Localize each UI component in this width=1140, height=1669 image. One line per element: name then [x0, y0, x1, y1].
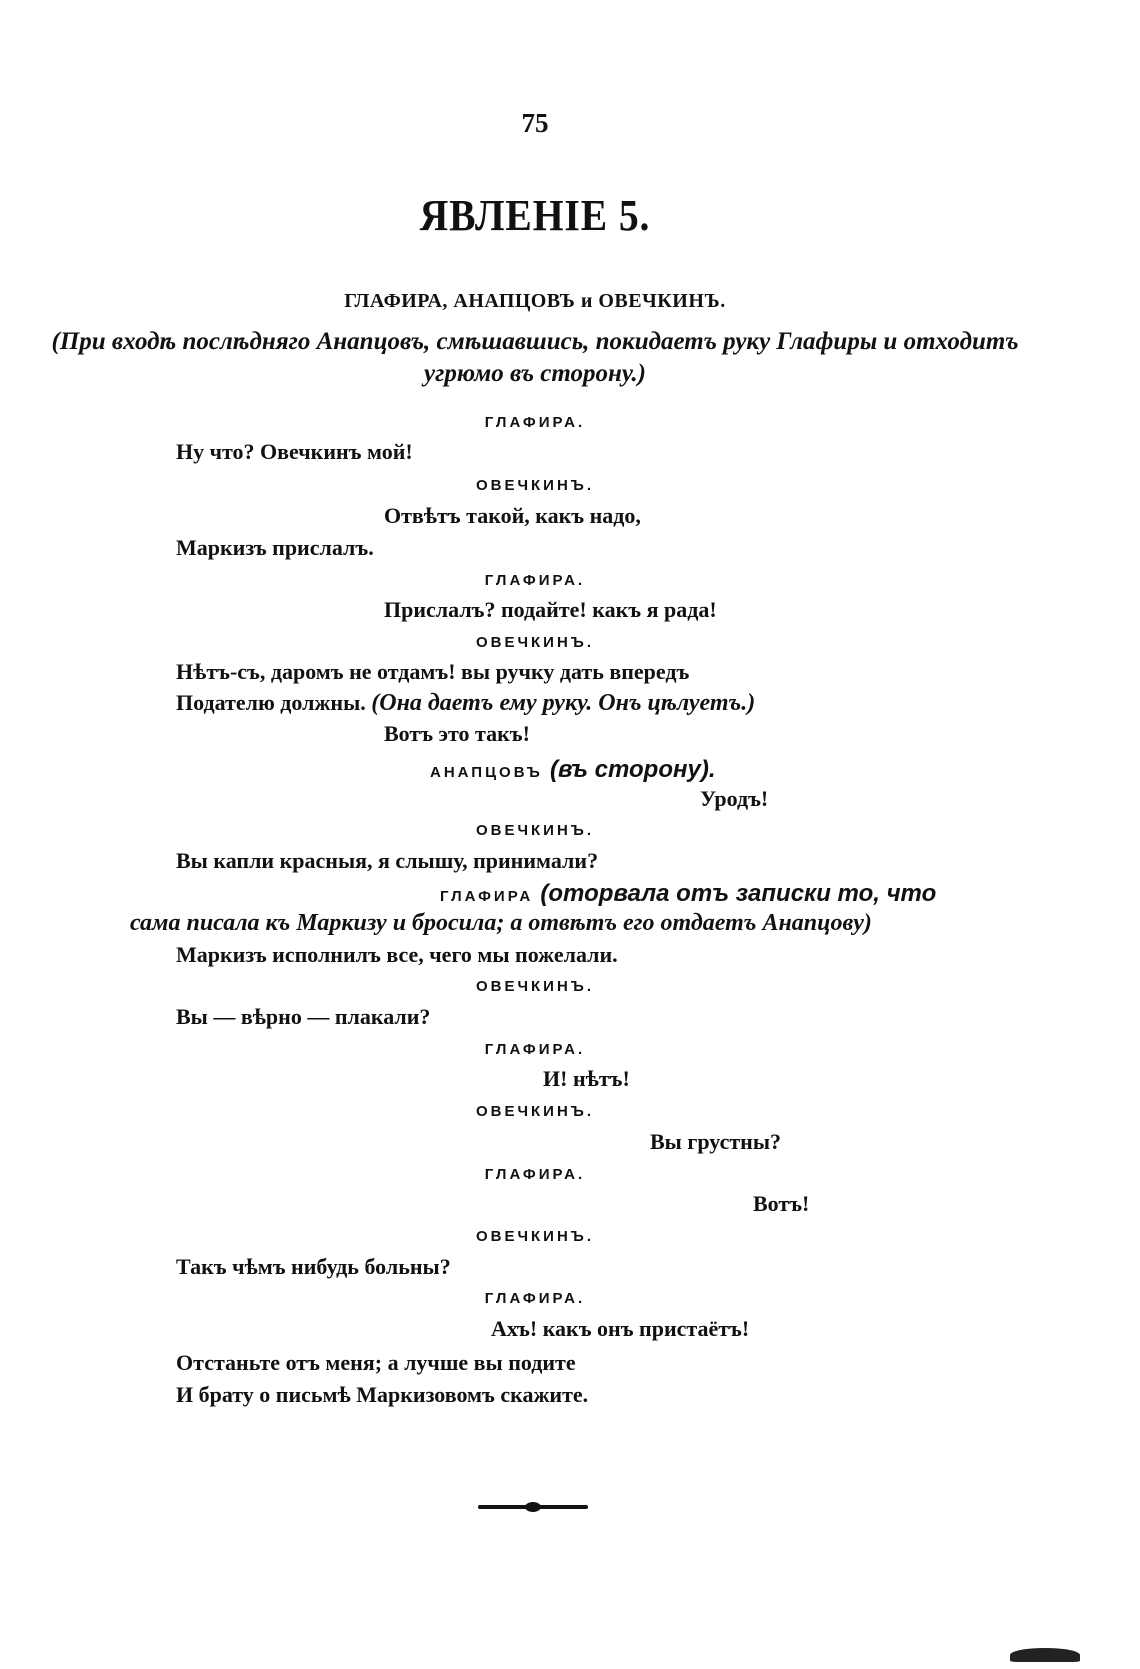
speaker-name: ОВЕЧКИНЪ. [475, 822, 595, 839]
speaker-name: АНАПЦОВЪ [430, 764, 543, 781]
dialogue-line: Вотъ это такъ! [384, 721, 530, 746]
stage-note: (Она даетъ ему руку. Онъ цѣлуетъ.) [371, 690, 756, 716]
dialogue-line: Такъ чѣмъ нибудь больны? [176, 1254, 451, 1279]
dialogue-line: И брату о письмѣ Маркизовомъ скажите. [176, 1382, 589, 1407]
page-number: 75 [521, 108, 549, 138]
dialogue-text: Подателю должны. [176, 690, 366, 715]
speaker-name: ГЛАФИРА. [484, 1290, 586, 1307]
stage-direction: (При входѣ послѣдняго Анапцовъ, смѣшавшись, покидаетъ руку Глафиры и отходитъ угрюмо въ сторону.) [51, 328, 1019, 387]
speaker-name: ГЛАФИРА. [484, 1041, 586, 1058]
speaker-with-note [440, 880, 936, 908]
stage-note: сама писала къ Маркизу и бросила; а отвѣтъ его отдаетъ Анапцову) [130, 910, 872, 936]
dialogue-line: Отстаньте отъ меня; а лучше вы подите [176, 1350, 576, 1375]
speaker-name: ОВЕЧКИНЪ. [475, 634, 595, 651]
speaker-name: ОВЕЧКИНЪ. [475, 1228, 595, 1245]
dialogue-line: И! нѣтъ! [543, 1066, 630, 1091]
dialogue-line: Маркизъ исполнилъ все, чего мы пожелали. [176, 942, 618, 967]
dialogue-line: Отвѣтъ такой, какъ надо, [384, 503, 641, 528]
speaker-name: ОВЕЧКИНЪ. [475, 477, 595, 494]
dialogue-line: Вотъ! [753, 1191, 810, 1216]
dialogue-line: Ахъ! какъ онъ пристаётъ! [491, 1316, 750, 1341]
dialogue-line: Вы грустны? [650, 1129, 782, 1154]
speaker-name: ГЛАФИРА. [484, 572, 586, 589]
ink-smudge [1010, 1648, 1080, 1662]
dialogue-line: Вы — вѣрно — плакали? [176, 1004, 431, 1029]
end-divider-ornament [525, 1502, 541, 1512]
speaker-name: ГЛАФИРА [440, 888, 534, 905]
dialogue-line: Прислалъ? подайте! какъ я рада! [384, 597, 717, 622]
dialogue-line: Уродъ! [700, 786, 769, 811]
stage-note: (въ сторону). [550, 756, 716, 783]
dialogue-line: Вы капли красныя, я слышу, принимали? [176, 848, 599, 873]
speaker-name: ГЛАФИРА. [484, 1166, 586, 1183]
speaker-name: ГЛАФИРА. [484, 414, 586, 431]
dialogue-line: Маркизъ прислалъ. [176, 535, 374, 560]
speaker-name: ОВЕЧКИНЪ. [475, 978, 595, 995]
speaker-with-note [430, 756, 715, 784]
cast-list: ГЛАФИРА, АНАПЦОВЪ и ОВЕЧКИНЪ. [344, 290, 726, 312]
dialogue-line: Нѣтъ-съ, даромъ не отдамъ! вы ручку дать впередъ [176, 659, 690, 684]
dialogue-line: Ну что? Овечкинъ мой! [176, 439, 413, 464]
stage-note: (оторвала отъ записки то, что [540, 880, 937, 907]
scene-title: ЯВЛЕНІЕ 5. [419, 191, 651, 240]
speaker-name: ОВЕЧКИНЪ. [475, 1103, 595, 1120]
dialogue-line [176, 690, 755, 717]
